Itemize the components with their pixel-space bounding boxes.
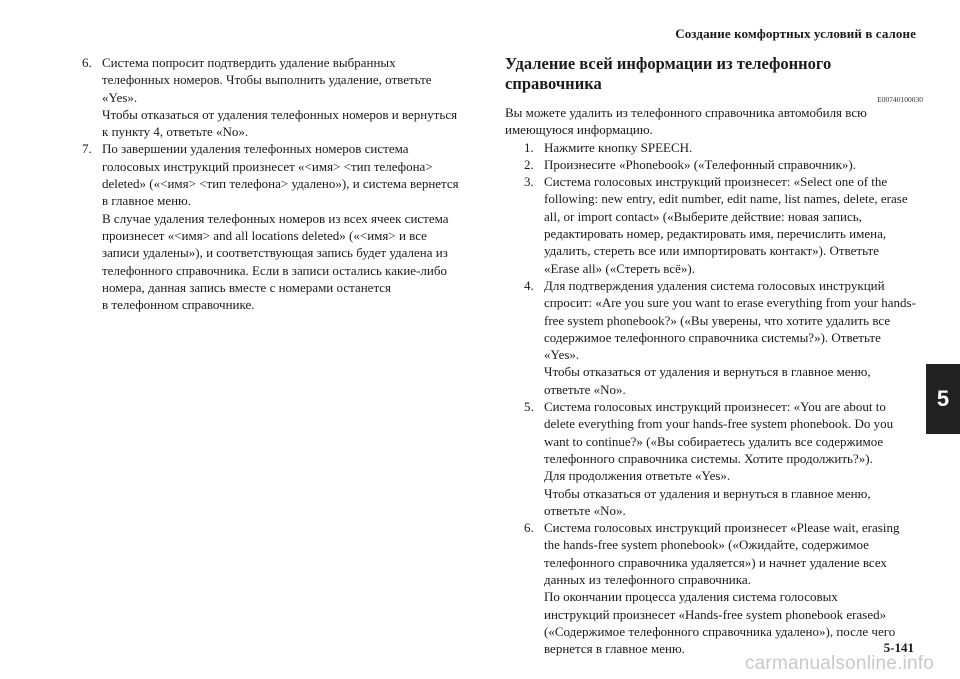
text-line: произнесет «<имя> and all locations deleted» («<имя> и все (102, 227, 427, 243)
text-line: телефонного справочника удаляется») и начнет удаление всех (544, 554, 887, 570)
list-item (524, 156, 923, 173)
text-line: По завершении удаления телефонных номеров система (102, 141, 409, 157)
text-line: «Yes». (102, 89, 138, 105)
right-column (505, 54, 923, 658)
text-line: ответьте «No». (544, 381, 626, 397)
text-line: following: new entry, edit number, edit name, list names, delete, erase (544, 191, 908, 207)
text-line: Чтобы отказаться от удаления телефонных номеров и вернуться (102, 106, 458, 122)
text-line: имеющуюся информацию. (505, 122, 653, 138)
text-line: голосовых инструкций произнесет «<имя> <тип телефона> (102, 158, 433, 174)
item-number: 1. (524, 139, 534, 155)
text-line: Чтобы отказаться от удаления и вернуться в главное меню, (544, 364, 871, 380)
watermark: carmanualsonline.info (744, 653, 934, 674)
text-line: спросит: «Are you sure you want to erase everything from your hands- (544, 295, 916, 311)
text-line: want to continue?» («Вы собираетесь удалить все содержимое (544, 433, 884, 449)
text-line: записи удалены»), и соответствующая запись будет удалена из (102, 245, 448, 261)
item-number: 6. (82, 55, 92, 70)
text-line: содержимое телефонного справочника системы?»). Ответьте (544, 329, 881, 345)
chapter-tab: 5 (926, 364, 960, 434)
item-number: 4. (524, 277, 534, 293)
text-line: deleted» («<имя> <тип телефона> удалено»), и система вернется (102, 176, 459, 192)
section-title: Удаление всей информации из телефонного справочника (505, 54, 832, 93)
text-line: Вы можете удалить из телефонного справочника автомобиля всю (505, 105, 867, 120)
text-line: Система голосовых инструкций произнесет «Please wait, erasing (544, 520, 900, 536)
list-item (524, 277, 923, 398)
text-line: delete everything from your hands-free system phonebook. Do you (544, 416, 894, 432)
running-header: Создание комфортных условий в салоне (675, 26, 916, 41)
text-line: Чтобы отказаться от удаления и вернуться в главное меню, (544, 485, 871, 501)
list-item (524, 519, 923, 657)
list-item (82, 140, 477, 313)
text-line: all, or import contact» («Выберите действие: новая запись, (544, 208, 862, 224)
text-line: Произнесите «Phonebook» («Телефонный справочник»). (544, 156, 857, 172)
item-number: 3. (524, 174, 534, 190)
text-line: По окончании процесса удаления система голосовых (544, 589, 838, 605)
item-number: 2. (524, 156, 534, 172)
left-column (82, 54, 477, 313)
text-line: инструкций произнесет «Hands-free system phonebook erased» (544, 606, 887, 622)
text-line: Система голосовых инструкций произнесет: «Select one of the (544, 174, 888, 190)
text-line: вернется в главное меню. (544, 641, 685, 657)
text-line: «Yes». (544, 347, 580, 363)
document-code: E00740100030 (877, 95, 923, 104)
text-line: Система попросит подтвердить удаление выбранных (102, 55, 396, 70)
item-number: 6. (524, 520, 534, 536)
text-line: («Содержимое телефонного справочника удалено»), после чего (544, 623, 896, 639)
text-line: данных из телефонного справочника. (544, 572, 751, 588)
text-line: телефонных номеров. Чтобы выполнить удаление, ответьте (102, 72, 432, 88)
text-line: удалить, стереть все или импортировать контакт»). Ответьте (544, 243, 879, 259)
text-line: редактировать номер, редактировать имя, перечислить имена, (544, 226, 887, 242)
list-item (82, 54, 477, 140)
text-line: the hands-free system phonebook» («Ожидайте, содержимое (544, 537, 869, 553)
text-line: В случае удаления телефонных номеров из всех ячеек система (102, 210, 449, 226)
list-item (524, 398, 923, 519)
list-item (524, 173, 923, 277)
text-line: в телефонном справочнике. (102, 297, 255, 313)
text-line: ответьте «No». (544, 502, 626, 518)
text-line: номера, данная запись вместе с номерами останется (102, 279, 392, 295)
text-line: телефонного справочника системы. Хотите продолжить?»). (544, 450, 873, 466)
text-line: в главное меню. (102, 193, 192, 209)
text-line: free system phonebook?» («Вы уверены, что хотите удалить все (544, 312, 891, 328)
item-number: 7. (82, 141, 92, 157)
text-line: Система голосовых инструкций произнесет: «You are about to (544, 399, 886, 415)
page-number: 5-141 (883, 640, 914, 655)
text-line: к пункту 4, ответьте «No». (102, 124, 249, 140)
text-line: телефонного справочника. Если в записи остались какие-либо (102, 262, 447, 278)
text-line: Нажмите кнопку SPEECH. (544, 139, 693, 155)
text-line: Для продолжения ответьте «Yes». (544, 468, 731, 484)
list-item (524, 139, 923, 156)
text-line: «Erase all» («Стереть всё»). (544, 260, 695, 276)
text-line: Для подтверждения удаления система голосовых инструкций (544, 277, 885, 293)
intro-paragraph (505, 104, 923, 139)
item-number: 5. (524, 399, 534, 415)
